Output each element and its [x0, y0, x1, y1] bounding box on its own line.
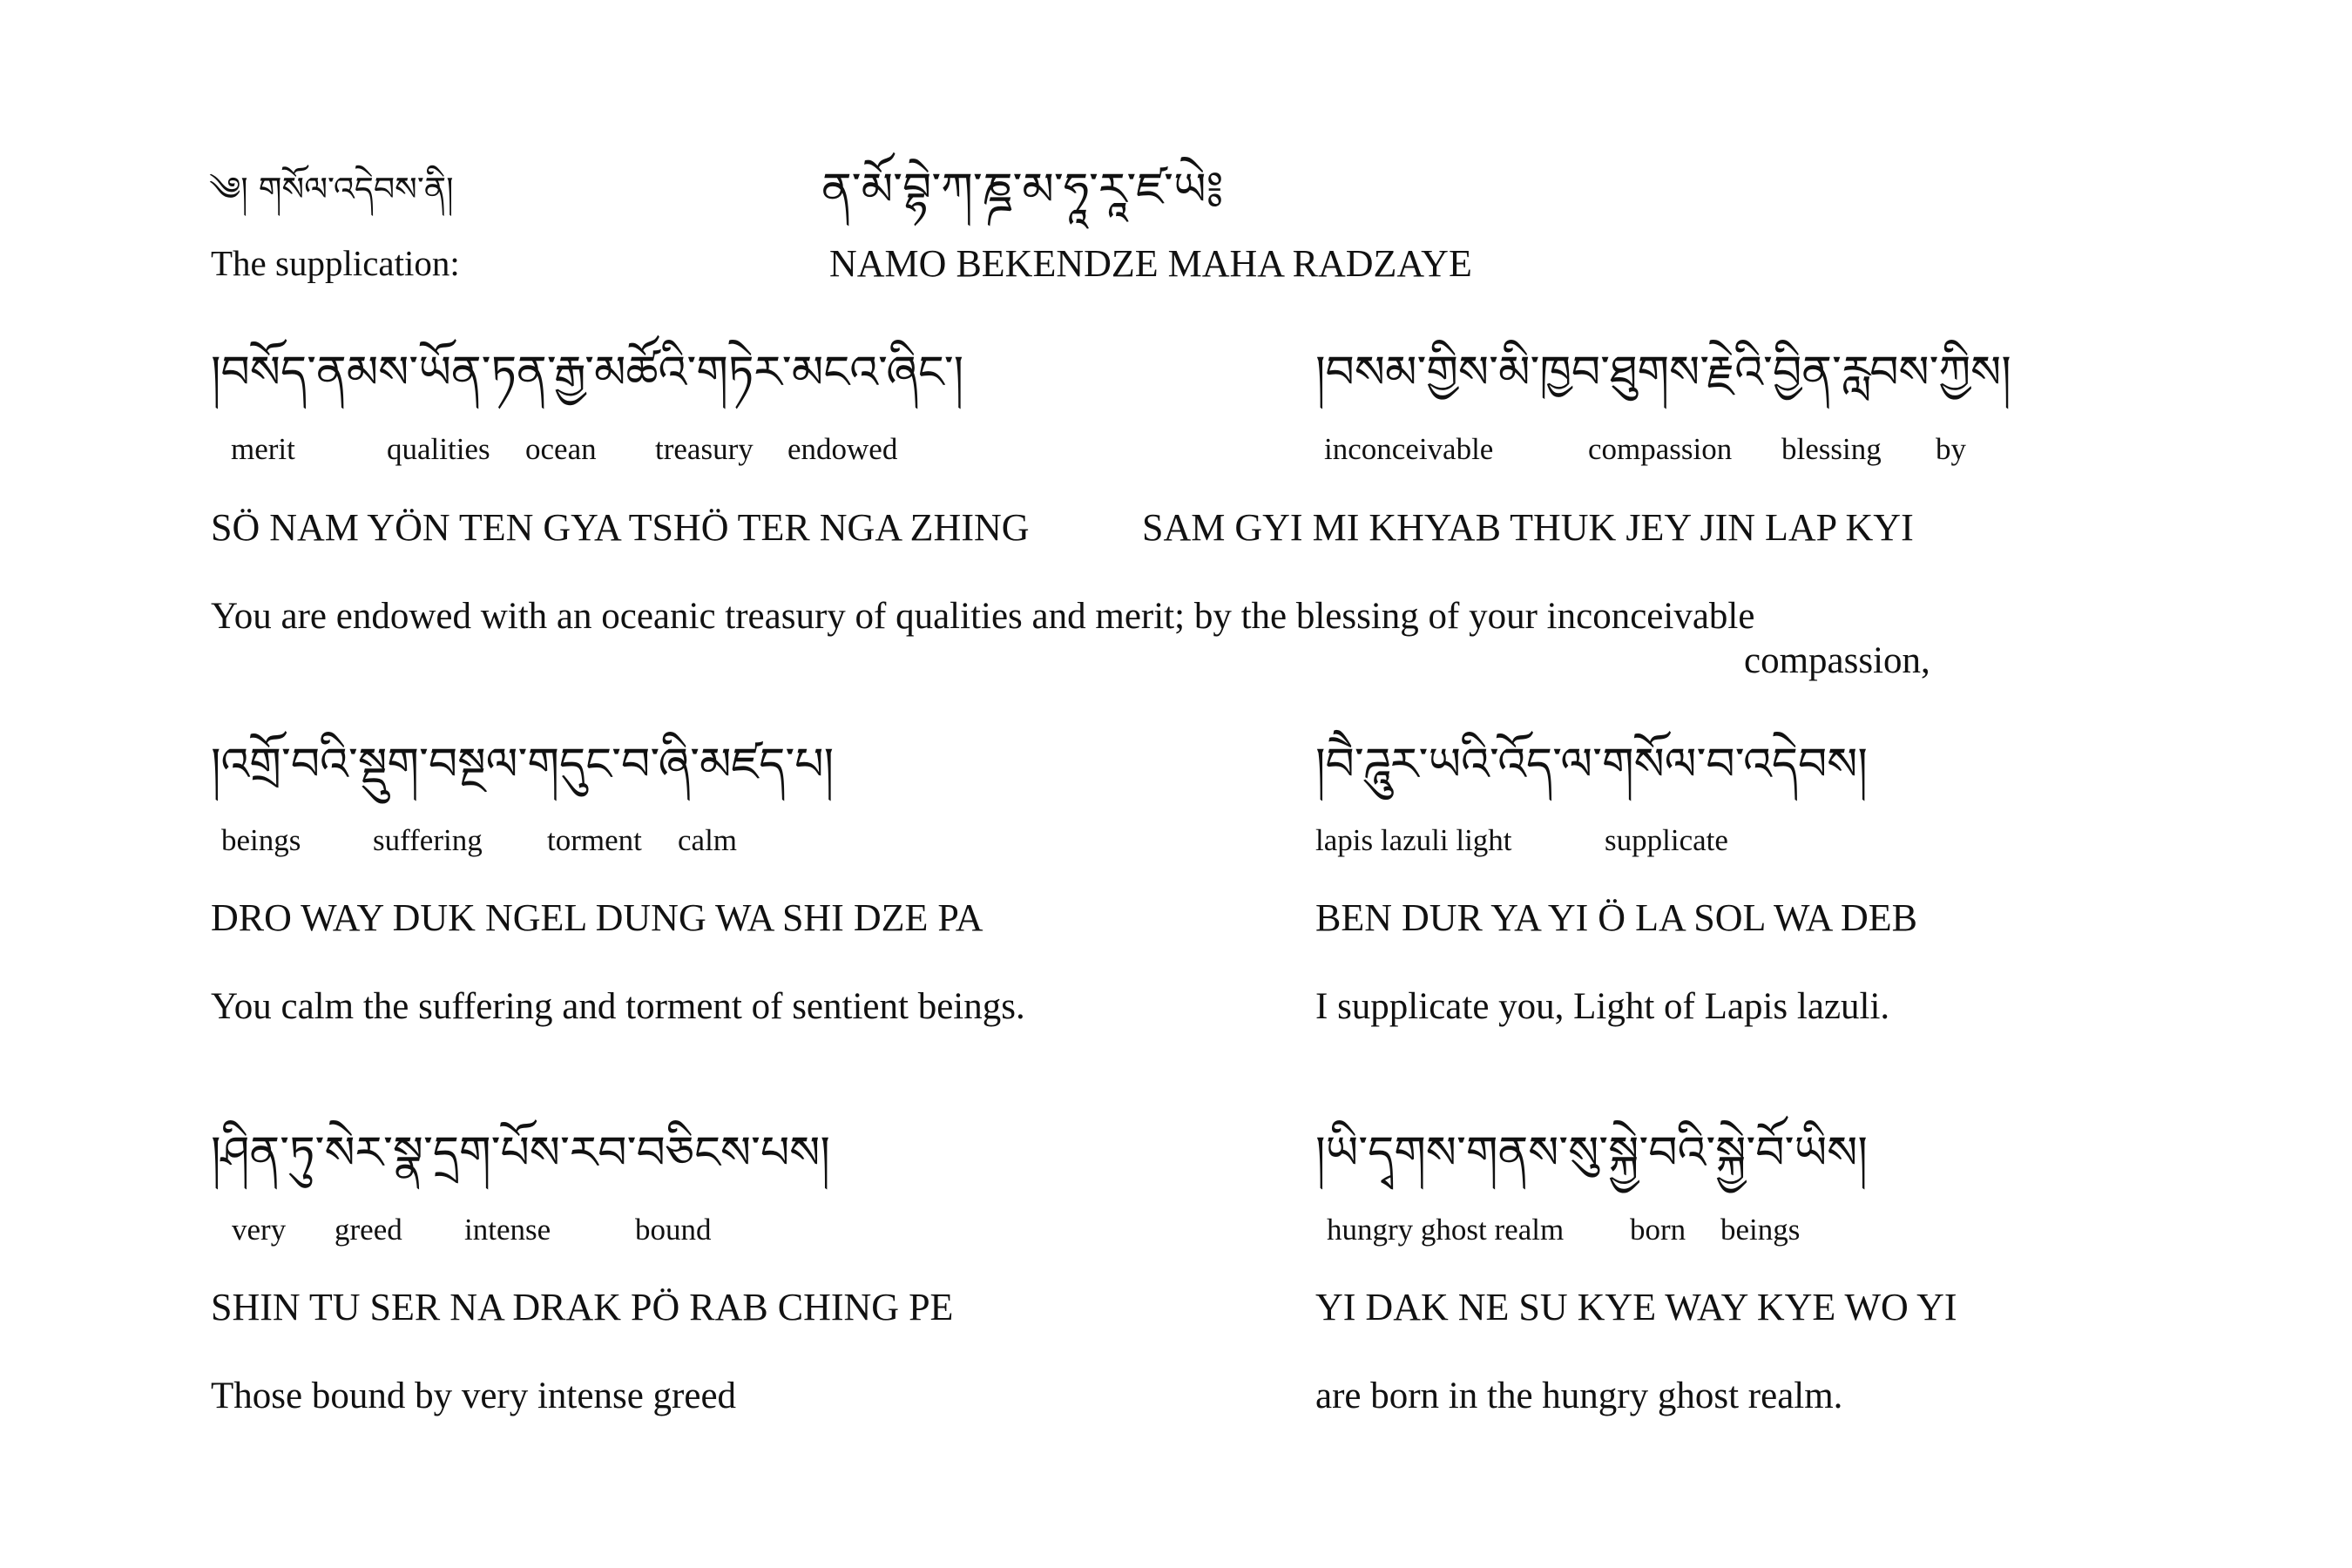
gloss-word: by: [1936, 432, 1966, 466]
verse2-translit-left: DRO WAY DUK NGEL DUNG WA SHI DZE PA: [211, 896, 983, 939]
verse1-english-line2: compassion,: [1744, 640, 1930, 681]
gloss-word: beings: [221, 823, 301, 857]
gloss-word: treasury: [655, 432, 754, 466]
gloss-word: born: [1630, 1213, 1686, 1247]
verse3-translit-left: SHIN TU SER NA DRAK PÖ RAB CHING PE: [211, 1286, 954, 1328]
verse1-translit-left: SÖ NAM YÖN TEN GYA TSHÖ TER NGA ZHING: [211, 506, 1030, 549]
supplication-label: The supplication:: [211, 243, 460, 283]
gloss-word: suffering: [373, 823, 483, 857]
gloss-word: ocean: [525, 432, 597, 466]
gloss-word: hungry ghost realm: [1327, 1213, 1565, 1247]
verse1-tibetan-left: །བསོད་ནམས་ཡོན་ཏན་རྒྱ་མཚོའི་གཏེར་མངའ་ཞིང་།: [211, 347, 964, 399]
verse2-tibetan-left: །འགྲོ་བའི་སྡུག་བསྔལ་གདུང་བ་ཞི་མཛད་པ།: [211, 739, 835, 791]
verse1-tibetan-right: །བསམ་གྱིས་མི་ཁྱབ་ཐུགས་རྗེའི་བྱིན་རླབས་ཀྱིས།: [1315, 347, 2011, 399]
gloss-word: inconceivable: [1324, 432, 1494, 466]
verse2-translit-right: BEN DUR YA YI Ö LA SOL WA DEB: [1315, 896, 1918, 939]
verse3-tibetan-right: །ཡི་དྭགས་གནས་སུ་སྐྱེ་བའི་སྐྱེ་བོ་ཡིས།: [1315, 1127, 1868, 1179]
verse2-english-left: You calm the suffering and torment of sentient beings.: [211, 986, 1025, 1027]
gloss-word: bound: [635, 1213, 712, 1247]
gloss-word: supplicate: [1605, 823, 1728, 857]
verse1-english-line1: You are endowed with an oceanic treasury of qualities and merit; by the blessing of your inconceivable: [211, 596, 1755, 637]
mantra-transliteration: NAMO BEKENDZE MAHA RADZAYE: [829, 242, 1472, 285]
gloss-word: endowed: [787, 432, 898, 466]
verse1-translit-right: SAM GYI MI KHYAB THUK JEY JIN LAP KYI: [1142, 506, 1914, 549]
gloss-word: compassion: [1588, 432, 1733, 466]
gloss-word: calm: [678, 823, 738, 857]
gloss-word: greed: [335, 1213, 402, 1247]
tibetan-mantra-title: ན་མོ་བྷེ་ཀ་ཎྜ་མ་ཧཱ་རཱ་ཛ་ཡེ༔: [821, 164, 1224, 216]
verse2-tibetan-right: །བཻ་ཌཱུར་ཡའི་འོད་ལ་གསོལ་བ་འདེབས།: [1315, 739, 1868, 791]
gloss-word: very: [232, 1213, 287, 1247]
gloss-word: lapis lazuli light: [1315, 823, 1512, 857]
gloss-word: qualities: [387, 432, 490, 466]
gloss-word: beings: [1720, 1213, 1801, 1247]
gloss-word: blessing: [1781, 432, 1882, 466]
gloss-word: merit: [231, 432, 295, 466]
gloss-word: intense: [464, 1213, 551, 1247]
verse3-translit-right: YI DAK NE SU KYE WAY KYE WO YI: [1315, 1286, 1957, 1328]
verse3-english-right: are born in the hungry ghost realm.: [1315, 1375, 1843, 1416]
tibetan-heading-small: ༄། གསོལ་འདེབས་ནི།: [209, 170, 454, 208]
verse2-english-right: I supplicate you, Light of Lapis lazuli.: [1315, 986, 1890, 1027]
verse3-tibetan-left: །ཤིན་ཏུ་སེར་སྣ་དྲག་པོས་རབ་བཅིངས་པས།: [211, 1127, 830, 1179]
verse3-english-left: Those bound by very intense greed: [211, 1375, 737, 1416]
gloss-word: torment: [547, 823, 642, 857]
